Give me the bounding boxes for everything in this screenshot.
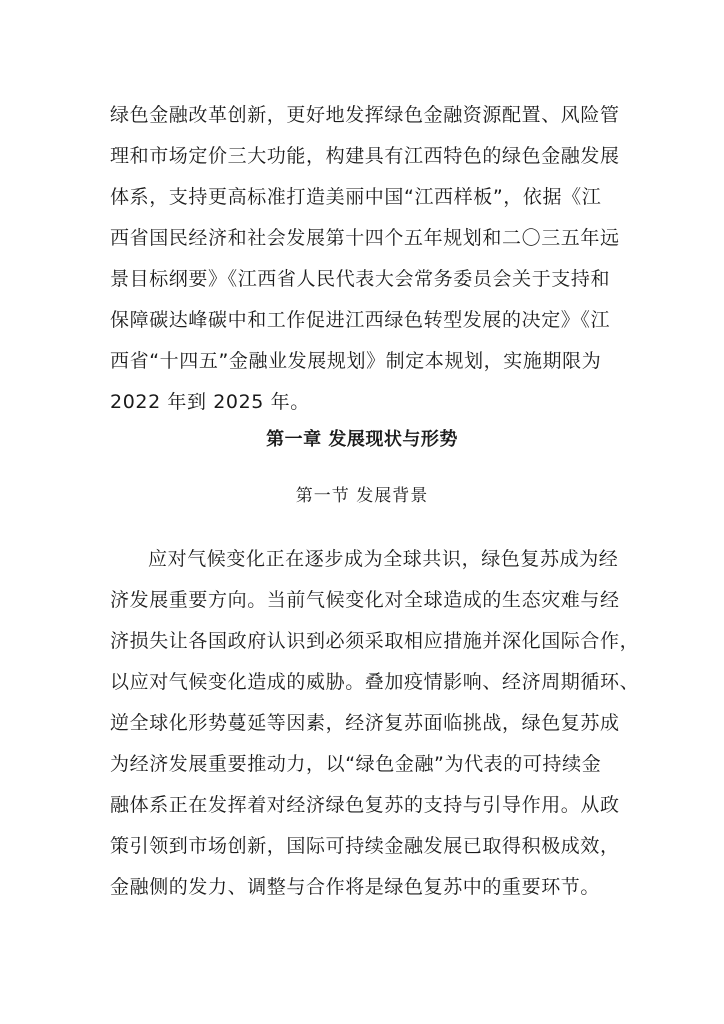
intro-line: 西省“十四五”金融业发展规划》制定本规划，实施期限为 [110,350,602,372]
body-line: 济损失让各国政府认识到必须采取相应措施并深化国际合作， [110,630,640,652]
intro-line: 理和市场定价三大功能，构建具有江西特色的绿色金融发展 [110,145,620,167]
body-line: 应对气候变化正在逐步成为全球共识，绿色复苏成为经 [148,548,619,570]
body-line: 融体系正在发挥着对经济绿色复苏的支持与引导作用。从政 [110,794,620,816]
intro-line: 2022 年到 2025 年。 [110,391,310,413]
intro-line: 保障碳达峰碳中和工作促进江西绿色转型发展的决定》《江 [110,309,611,331]
body-line: 济发展重要方向。当前气候变化对全球造成的生态灾难与经 [110,589,620,611]
body-line: 以应对气候变化造成的威胁。叠加疫情影响、经济周期循环、 [110,671,640,693]
chapter-title: 第一章 发展现状与形势 [266,429,458,450]
intro-line: 绿色金融改革创新，更好地发挥绿色金融资源配置、风险管 [110,104,620,126]
intro-line: 西省国民经济和社会发展第十四个五年规划和二〇三五年远 [110,227,620,249]
section-title: 第一节 发展背景 [295,486,429,506]
body-line: 逆全球化形势蔓延等因素，经济复苏面临挑战，绿色复苏成 [110,712,620,734]
intro-line: 体系，支持更高标准打造美丽中国“江西样板”，依据《江 [110,186,602,208]
body-line: 策引领到市场创新，国际可持续金融发展已取得积极成效， [110,835,620,857]
body-line: 为经济发展重要推动力，以“绿色金融”为代表的可持续金 [110,753,602,775]
body-line: 金融侧的发力、调整与合作将是绿色复苏中的重要环节。 [110,876,601,898]
intro-line: 景目标纲要》《江西省人民代表大会常务委员会关于支持和 [110,268,611,290]
